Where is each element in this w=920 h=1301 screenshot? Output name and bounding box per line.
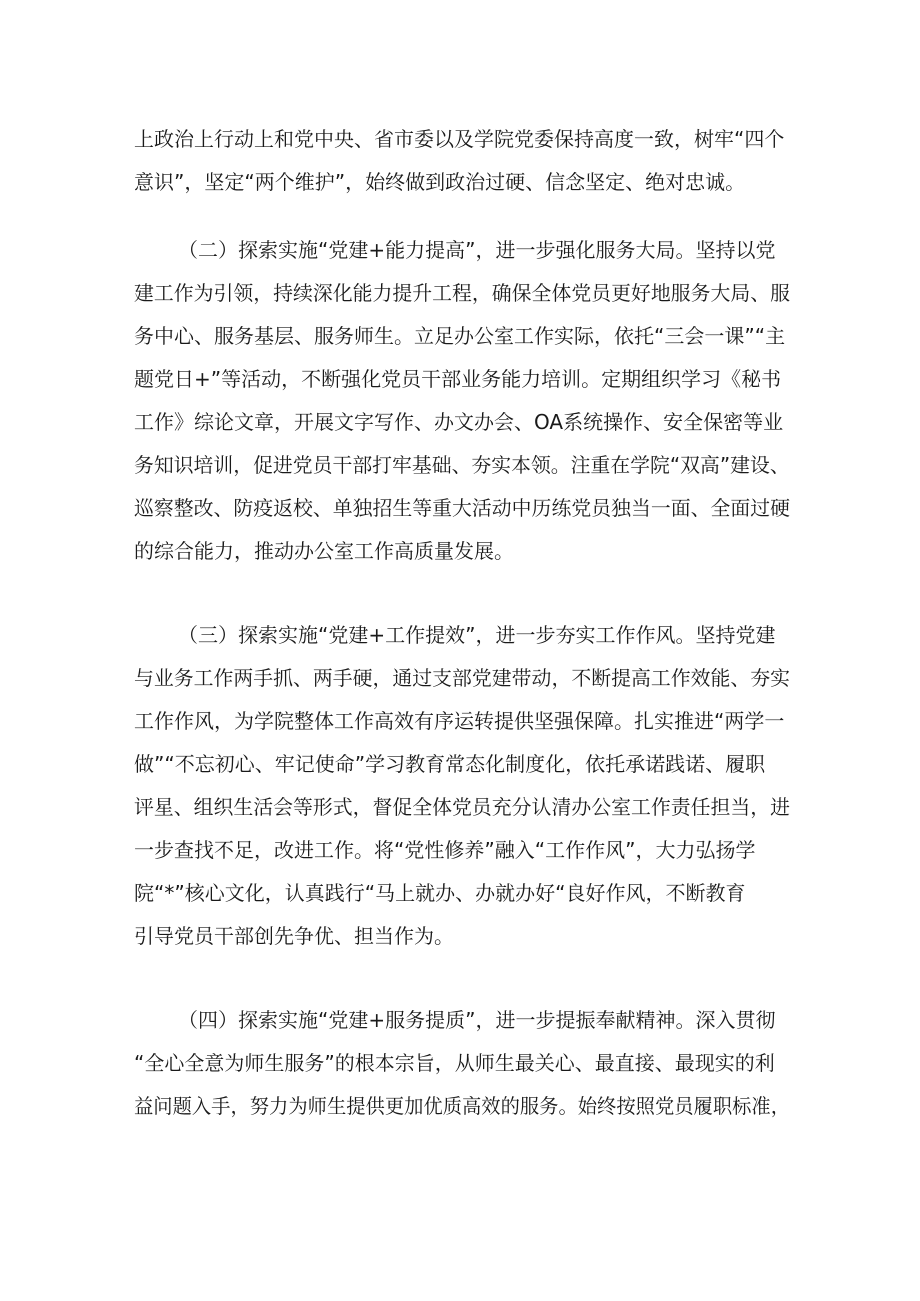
paragraph-heading-line: （二）探索实施“党建+能力提高”，进一步强化服务大局。坚持以党 bbox=[178, 238, 776, 262]
text-line: 意识”，坚定“两个维护”，始终做到政治过硬、信念坚定、绝对忠诚。 bbox=[134, 170, 746, 194]
text-line: 巡察整改、防疫返校、单独招生等重大活动中历练党员独当一面、全面过硬 bbox=[134, 496, 790, 520]
text-line: 做”“不忘初心、牢记使命”学习教育常态化制度化，依托承诺践诺、履职 bbox=[134, 752, 766, 776]
text-line: 与业务工作两手抓、两手硬，通过支部党建带动，不断提高工作效能、夯实 bbox=[134, 666, 790, 690]
text-line: 益问题入手，努力为师生提供更加优质高效的服务。始终按照党员履职标准， bbox=[134, 1094, 790, 1118]
text-line: 工作》综论文章，开展文字写作、办文办会、OA系统操作、安全保密等业 bbox=[134, 410, 784, 434]
text-line: 上政治上行动上和党中央、省市委以及学院党委保持高度一致，树牢“四个 bbox=[134, 127, 785, 151]
text-line: “全心全意为师生服务”的根本宗旨，从师生最关心、最直接、最现实的利 bbox=[134, 1051, 775, 1075]
text-line: 一步查找不足，改进工作。将“党性修养”融入“工作作风”，大力弘扬学 bbox=[134, 838, 756, 862]
text-line: 工作作风，为学院整体工作高效有序运转提供坚强保障。扎实推进“两学一 bbox=[134, 709, 785, 733]
text-line: 建工作为引领，持续深化能力提升工程，确保全体党员更好地服务大局、服 bbox=[134, 281, 790, 305]
text-line: 院“*”核心文化，认真践行“马上就办、办就办好“良好作风，不断教育 bbox=[134, 881, 746, 905]
text-line: 题党日+”等活动，不断强化党员干部业务能力培训。定期组织学习《秘书 bbox=[134, 367, 782, 391]
text-line: 务知识培训，促进党员干部打牢基础、夯实本领。注重在学院“双高”建设、 bbox=[134, 453, 790, 477]
text-line: 引导党员干部创先争优、担当作为。 bbox=[134, 924, 454, 948]
text-line: 的综合能力，推动办公室工作高质量发展。 bbox=[134, 539, 514, 563]
text-line: 务中心、服务基层、服务师生。立足办公室工作实际，依托“三会一课”“主 bbox=[134, 324, 786, 348]
paragraph-heading-line: （三）探索实施“党建+工作提效”，进一步夯实工作作风。坚持党建 bbox=[178, 623, 776, 647]
paragraph-heading-line: （四）探索实施“党建+服务提质”，进一步提振奉献精神。深入贯彻 bbox=[178, 1008, 776, 1032]
text-line: 评星、组织生活会等形式，督促全体党员充分认清办公室工作责任担当，进 bbox=[134, 795, 790, 819]
